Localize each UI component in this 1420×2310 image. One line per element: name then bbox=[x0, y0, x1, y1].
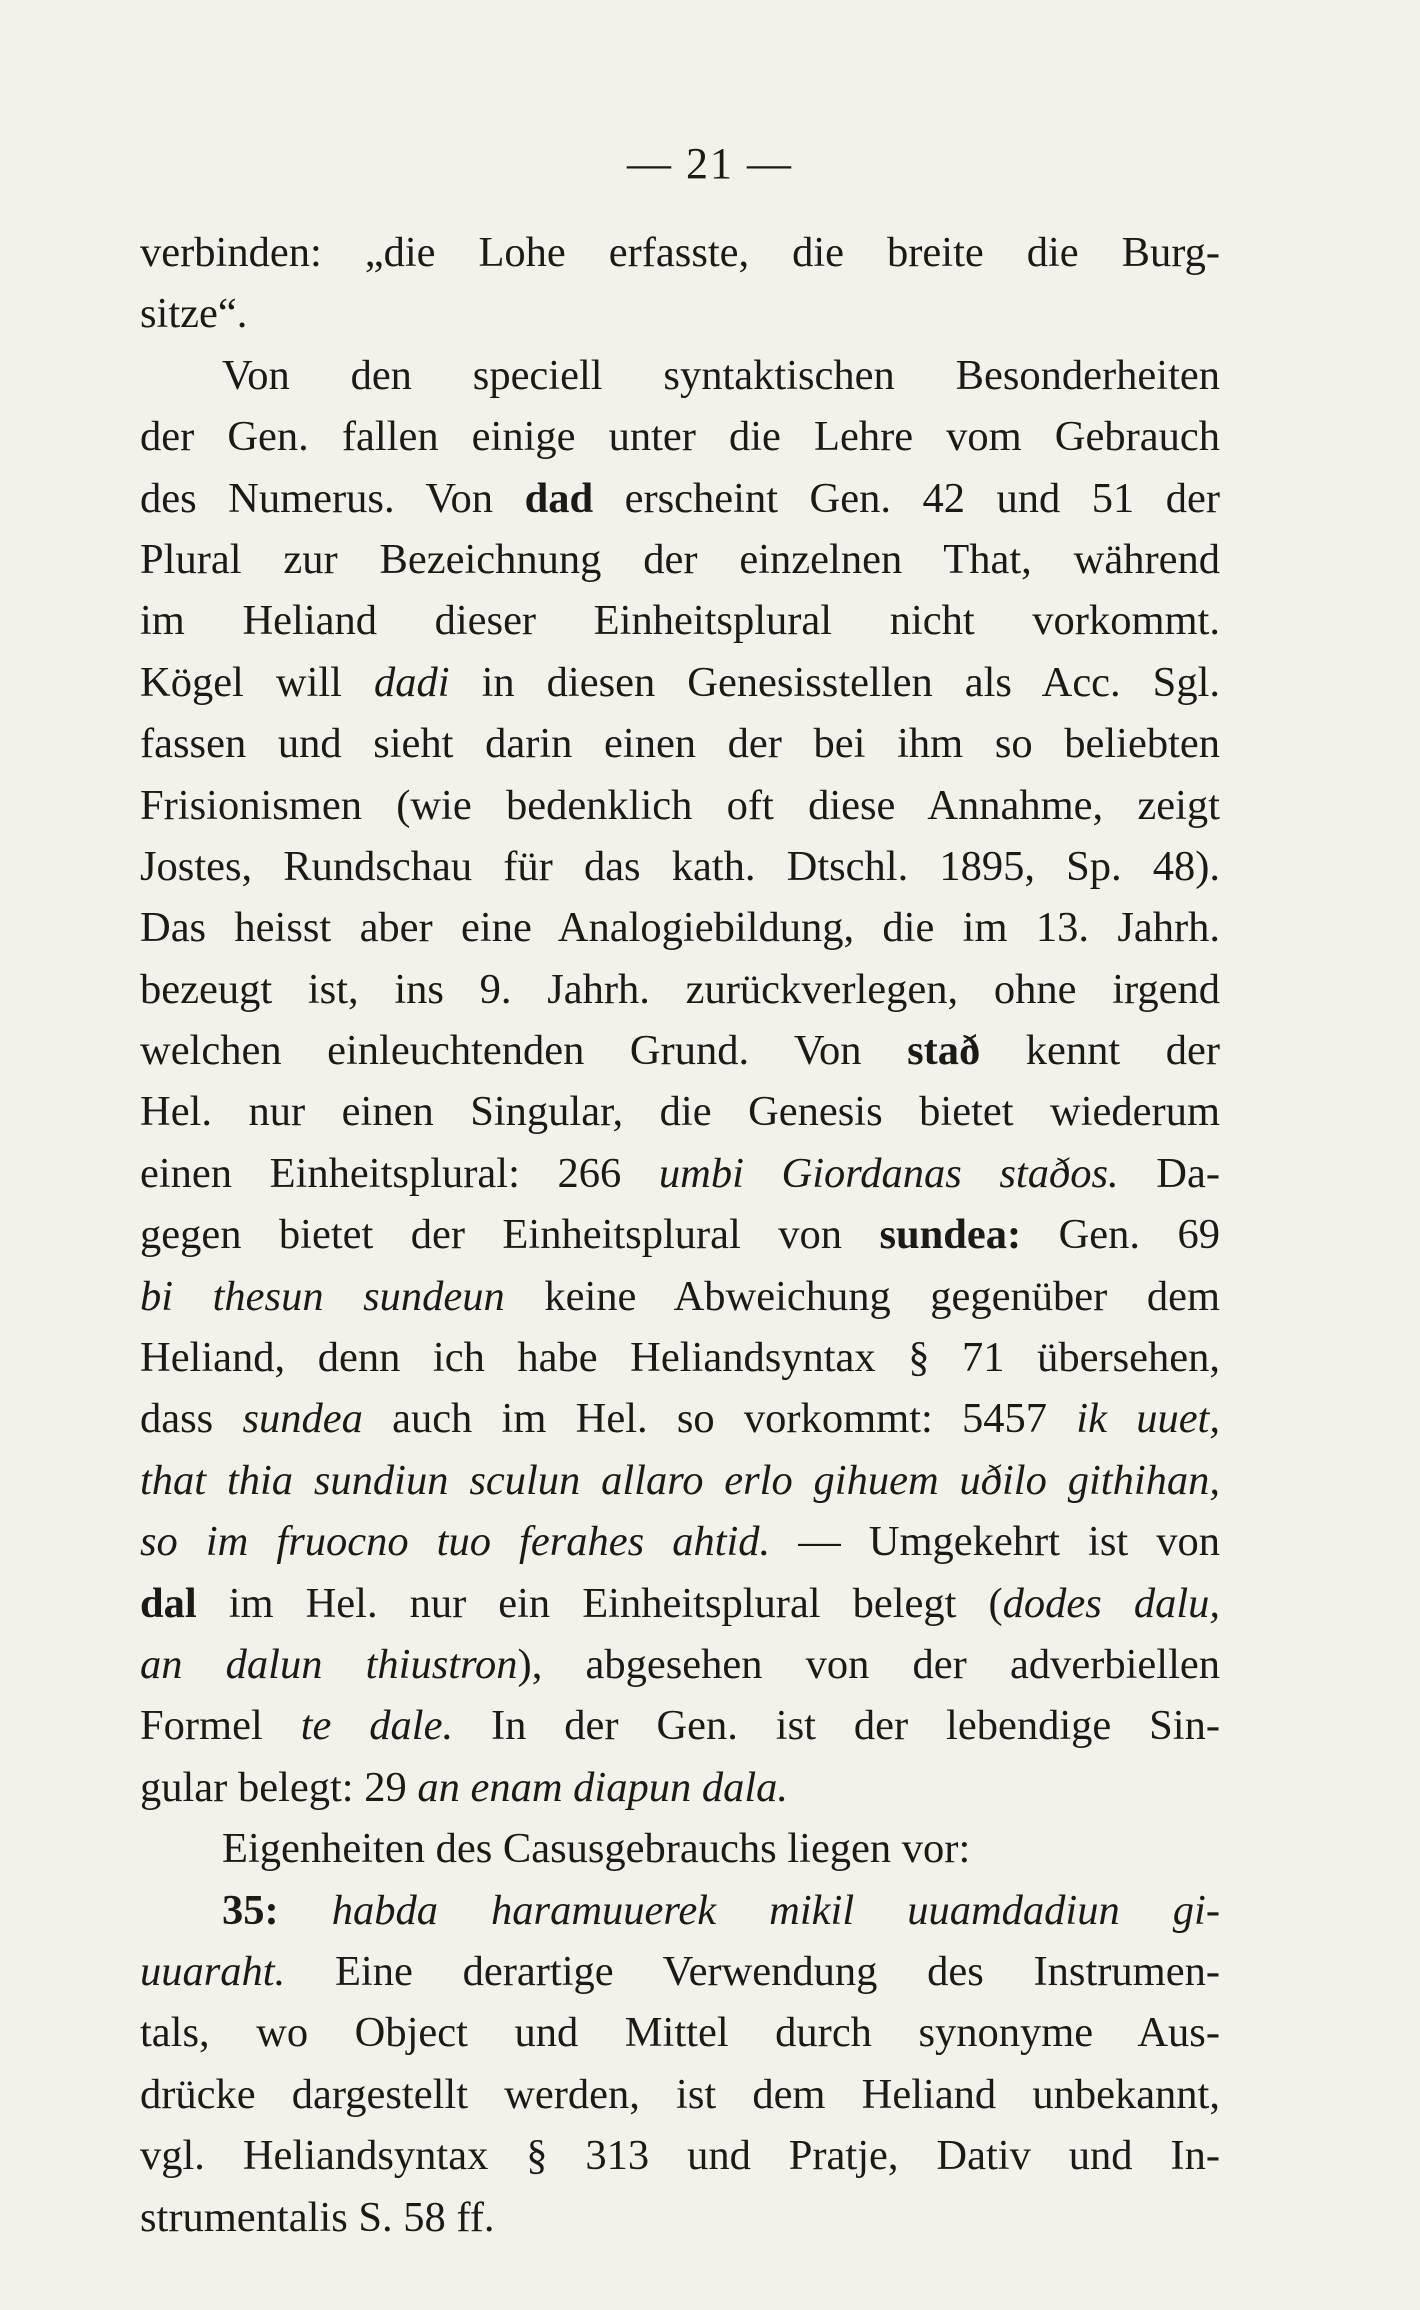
text-segment: Gen. 69 bbox=[1021, 1211, 1220, 1259]
text-line bbox=[140, 2064, 1220, 2125]
text-segment: im Heliand dieser Einheitsplural nicht vorkommt. bbox=[140, 597, 1220, 645]
text-line bbox=[140, 1266, 1220, 1327]
italic-quote: bi thesun sundeun bbox=[140, 1272, 505, 1320]
text-line bbox=[140, 836, 1220, 897]
text-line bbox=[140, 1941, 1220, 2002]
text-segment: Plural zur Bezeichnung der einzelnen That, während bbox=[140, 535, 1220, 583]
text-segment: Eine derartige Verwendung des Instrumen- bbox=[285, 1947, 1220, 1995]
italic-quote: uuaraht. bbox=[140, 1947, 286, 1995]
text-segment: fassen und sieht darin einen der bei ihm so beliebten bbox=[140, 720, 1220, 768]
text-segment: der Gen. fallen einige unter die Lehre vom Gebrauch bbox=[140, 413, 1220, 461]
text-segment: welchen einleuchtenden Grund. Von bbox=[140, 1027, 908, 1075]
text-line bbox=[140, 1327, 1220, 1388]
text-segment: in diesen Genesisstellen als Acc. Sgl. bbox=[449, 658, 1220, 706]
text-line bbox=[140, 713, 1220, 774]
text-segment: des Numerus. Von bbox=[140, 474, 525, 522]
text-segment: tals, wo Object und Mittel durch synonyme Aus- bbox=[140, 2009, 1220, 2057]
text-segment: erscheint Gen. 42 und 51 der bbox=[593, 474, 1220, 522]
text-line bbox=[140, 1204, 1220, 1265]
text-line bbox=[140, 1634, 1220, 1695]
text-segment: Kögel will bbox=[140, 658, 375, 706]
text-segment: gegen bietet der Einheitsplural von bbox=[140, 1211, 880, 1259]
text-line bbox=[140, 1388, 1220, 1449]
text-line bbox=[140, 1818, 1220, 1879]
bold-term: dad bbox=[524, 474, 594, 522]
text-line bbox=[140, 775, 1220, 836]
italic-quote: an dalun thiustron bbox=[140, 1640, 518, 1688]
text-line bbox=[140, 406, 1220, 467]
italic-quote: habda haramuuerek mikil uuamdadiun gi- bbox=[331, 1886, 1220, 1934]
text-segment: Formel bbox=[140, 1702, 301, 1750]
text-line bbox=[140, 283, 1220, 344]
bold-term: sundea: bbox=[879, 1211, 1022, 1259]
text-segment: — Umgekehrt ist von bbox=[770, 1518, 1220, 1566]
text-segment: gular belegt: 29 bbox=[140, 1763, 418, 1811]
text-line bbox=[140, 468, 1220, 529]
text-line bbox=[140, 345, 1220, 406]
text-line bbox=[140, 1573, 1220, 1634]
italic-quote: dodes dalu, bbox=[1002, 1579, 1220, 1627]
text-segment: dass bbox=[140, 1395, 243, 1443]
text-segment: vgl. Heliandsyntax § 313 und Pratje, Dativ und In- bbox=[140, 2132, 1220, 2180]
text-segment: Eigenheiten des Casusgebrauchs liegen vor: bbox=[222, 1825, 971, 1873]
text-line bbox=[140, 1081, 1220, 1142]
text-line bbox=[140, 1757, 1220, 1818]
text-line bbox=[140, 1450, 1220, 1511]
text-segment: Heliand, denn ich habe Heliandsyntax § 71 übersehen, bbox=[140, 1334, 1220, 1382]
text-segment: Das heisst aber eine Analogiebildung, die im 13. Jahrh. bbox=[140, 904, 1220, 952]
text-line bbox=[140, 1020, 1220, 1081]
text-line bbox=[140, 2002, 1220, 2063]
text-line bbox=[140, 652, 1220, 713]
italic-quote: te dale. bbox=[300, 1702, 454, 1750]
italic-quote: ik uuet, bbox=[1076, 1395, 1220, 1443]
text-segment: Hel. nur einen Singular, die Genesis bietet wiederum bbox=[140, 1088, 1220, 1136]
text-line bbox=[140, 529, 1220, 590]
text-segment: im Hel. nur ein Einheitsplural belegt ( bbox=[196, 1579, 1003, 1627]
text-segment: einen Einheitsplural: 266 bbox=[140, 1149, 659, 1197]
text-segment: ), abgesehen von der adverbiellen bbox=[517, 1640, 1220, 1688]
text-segment: drücke dargestellt werden, ist dem Heliand unbekannt, bbox=[140, 2070, 1220, 2118]
bold-term: stað bbox=[907, 1027, 981, 1075]
text-segment bbox=[279, 1887, 332, 1934]
text-line bbox=[140, 2125, 1220, 2186]
text-line bbox=[140, 1695, 1220, 1756]
text-segment: Jostes, Rundschau für das kath. Dtschl. 1895, Sp. 48). bbox=[140, 842, 1220, 890]
text-segment: auch im Hel. so vorkommt: 5457 bbox=[362, 1395, 1077, 1443]
bold-term: dal bbox=[140, 1579, 197, 1627]
italic-quote: sundea bbox=[242, 1395, 363, 1443]
text-line bbox=[140, 897, 1220, 958]
text-line bbox=[140, 1143, 1220, 1204]
text-line bbox=[140, 2187, 1220, 2248]
text-line bbox=[140, 222, 1220, 283]
text-segment: kennt der bbox=[980, 1027, 1220, 1075]
text-segment: Frisionismen (wie bedenklich oft diese Annahme, zeigt bbox=[140, 781, 1220, 829]
text-segment: Von den speciell syntaktischen Besonderheiten bbox=[222, 351, 1220, 399]
text-segment: sitze“. bbox=[140, 290, 248, 338]
text-segment: bezeugt ist, ins 9. Jahrh. zurückverlegen, ohne irgend bbox=[140, 965, 1220, 1013]
text-segment: keine Abweichung gegenüber dem bbox=[504, 1272, 1220, 1320]
text-segment: strumentalis S. 58 ff. bbox=[140, 2193, 495, 2241]
bold-term: 35: bbox=[222, 1886, 279, 1934]
text-line bbox=[140, 590, 1220, 651]
italic-quote: dadi bbox=[374, 658, 450, 706]
text-line bbox=[140, 1880, 1220, 1941]
page-number: — 21 — bbox=[627, 139, 793, 188]
body-text bbox=[140, 222, 1220, 2248]
text-segment: verbinden: „die Lohe erfasste, die breite die Burg- bbox=[140, 229, 1220, 276]
text-line bbox=[140, 959, 1220, 1020]
italic-quote: so im fruocno tuo ferahes ahtid. bbox=[140, 1518, 771, 1566]
italic-quote: umbi Giordanas staðos. bbox=[658, 1149, 1119, 1197]
text-segment: Da- bbox=[1118, 1149, 1220, 1197]
italic-quote: an enam diapun dala. bbox=[417, 1763, 789, 1811]
italic-quote: that thia sundiun sculun allaro erlo gihuem uðilo githihan, bbox=[140, 1456, 1220, 1504]
text-line bbox=[140, 1511, 1220, 1572]
text-segment: In der Gen. ist der lebendige Sin- bbox=[453, 1702, 1220, 1750]
